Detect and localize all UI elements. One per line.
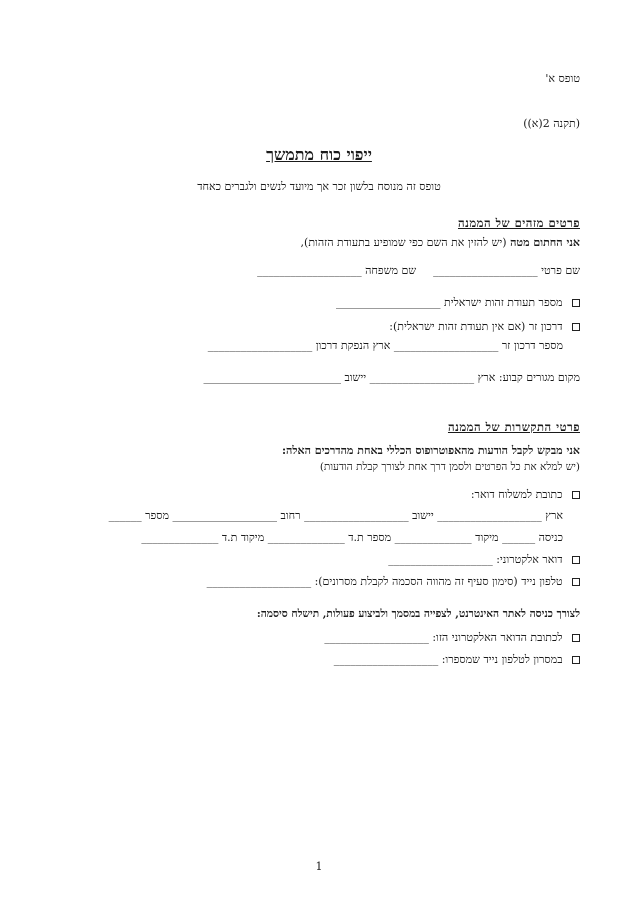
- passport-number-label: מספר דרכון זר: [501, 339, 563, 352]
- country-field[interactable]: ___________________: [437, 509, 542, 522]
- to-sms-label: במסרון לטלפון נייד שמספרו:: [441, 653, 563, 666]
- mail-checkbox[interactable]: [572, 491, 580, 499]
- id-checkbox[interactable]: [572, 299, 580, 307]
- residence-city-field[interactable]: _________________________: [203, 371, 341, 384]
- pobox-label: מספר ת.ד: [348, 531, 392, 544]
- address-row: [30, 509, 563, 523]
- to-email-field[interactable]: ___________________: [324, 631, 429, 644]
- pobox-field[interactable]: ______________: [267, 531, 345, 544]
- residence-row: [40, 371, 580, 385]
- residence-label: מקום מגורים קבוע: ארץ: [477, 371, 580, 384]
- page-title: ייפוי כוח מתמשך: [266, 145, 372, 164]
- to-sms-field[interactable]: ___________________: [333, 653, 439, 666]
- to-email-checkbox[interactable]: [572, 634, 580, 642]
- pobox-zip-label: מיקוד ת.ד: [221, 531, 265, 544]
- contact-intro: אני מבקש לקבל הודעות מהאפוטרופוס הכללי באחת מהדרכים האלה:: [282, 444, 580, 457]
- contact-intro-note: (יש למלא את כל הפרטים ולסמן דרך אחת לצורך קבלת הודעות): [319, 461, 580, 473]
- passport-country-label: ארץ הנפקת דרכון: [315, 339, 391, 352]
- email-label: דואר אלקטרוני:: [496, 553, 563, 566]
- email-checkbox[interactable]: [572, 556, 580, 564]
- first-name-label: שם פרטי: [541, 264, 580, 277]
- residence-city-label: יישוב: [344, 371, 367, 384]
- internet-password-note: לצורך כניסה לאתר האינטרנט, לצפייה במסמך ולביצוע פעולות, תישלח סיסמה:: [256, 608, 580, 620]
- entrance-field[interactable]: ______: [502, 531, 536, 544]
- passport-checkbox[interactable]: [572, 323, 580, 331]
- signer-line: [40, 236, 580, 250]
- to-email-row: [40, 631, 580, 645]
- regulation-ref: (תקנה 2(א)): [523, 117, 580, 130]
- city-field[interactable]: ___________________: [304, 509, 409, 522]
- passport-details-row: [40, 339, 563, 353]
- name-row: [40, 264, 580, 278]
- street-field[interactable]: ___________________: [172, 509, 278, 522]
- email-row: [40, 553, 580, 567]
- form-name: טופס א': [545, 72, 580, 85]
- last-name-label: שם משפחה: [365, 264, 417, 277]
- signer-note: (יש להזין את השם כפי שמופיע בתעודת הזהות),: [300, 236, 507, 249]
- passport-number-field[interactable]: ___________________: [393, 339, 499, 352]
- mobile-checkbox[interactable]: [572, 578, 580, 586]
- first-name-field[interactable]: ___________________: [433, 264, 538, 277]
- city-label: יישוב: [412, 509, 434, 522]
- email-field[interactable]: ___________________: [388, 553, 493, 566]
- residence-country-field[interactable]: ___________________: [369, 371, 475, 384]
- last-name-field[interactable]: ___________________: [257, 264, 362, 277]
- entrance-label: כניסה: [538, 531, 563, 544]
- number-label: מספר: [145, 509, 170, 522]
- zip-field[interactable]: ______________: [394, 531, 472, 544]
- pobox-zip-field[interactable]: ______________: [141, 531, 219, 544]
- mail-address-label: כתובת למשלוח דואר:: [470, 488, 563, 501]
- street-label: רחוב: [280, 509, 301, 522]
- passport-label: דרכון זר (אם אין תעודת זהות ישראלית):: [389, 320, 563, 333]
- page-subtitle: טופס זה מנוסח בלשון זכר אך מיועד לנשים ולגברים כאחד: [197, 180, 441, 193]
- passport-country-field[interactable]: ___________________: [207, 339, 313, 352]
- zip-label: מיקוד: [475, 531, 499, 544]
- mail-row: [40, 488, 580, 502]
- mobile-label: טלפון נייד (סימון סעיף זה מהווה הסכמה לקבלת מסרונים):: [314, 575, 563, 588]
- passport-row: [40, 320, 580, 334]
- signer-bold: אני החתום מטה: [510, 236, 580, 249]
- country-label: ארץ: [545, 509, 563, 522]
- id-row: [40, 296, 580, 310]
- id-label: מספר תעודת זהות ישראלית: [443, 296, 563, 309]
- mobile-field[interactable]: ___________________: [206, 575, 312, 588]
- number-field[interactable]: ______: [108, 509, 142, 522]
- mobile-row: [40, 575, 580, 589]
- to-sms-checkbox[interactable]: [572, 656, 580, 664]
- section-heading-contact: פרטי התקשרות של הממנה: [447, 420, 580, 434]
- to-sms-row: [40, 653, 580, 667]
- address-row-2: [30, 531, 563, 545]
- page-number: 1: [315, 860, 323, 873]
- id-field[interactable]: ___________________: [335, 296, 441, 309]
- to-email-label: לכתובת הדואר האלקטרוני הזו:: [432, 631, 563, 644]
- section-heading-identity: פרטים מזהים של הממנה: [457, 216, 580, 230]
